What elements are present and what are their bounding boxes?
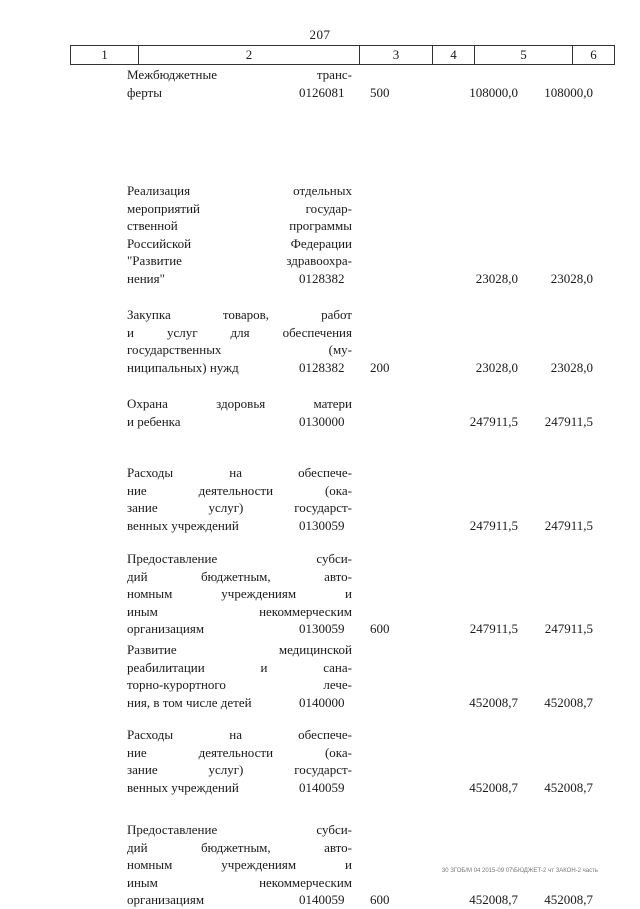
row-value-6: 247911,5	[544, 621, 593, 636]
row-name-line: венных учреждений	[127, 517, 239, 533]
header-col-6: 6	[590, 47, 597, 62]
row-value-5: 247911,5	[469, 621, 518, 636]
header-col-5: 5	[475, 46, 573, 64]
header-col-3: 3	[360, 46, 433, 64]
row-name-line: государственных (му-	[127, 342, 352, 357]
row-name-line: торно-курортного лече-	[127, 677, 352, 692]
footer-path: 30 ЗГОБ/М 04 2015-09 07\БЮДЖЕТ-2 чт ЗАКОН-2 часть	[441, 868, 598, 874]
row-name-line: организациям	[127, 621, 205, 636]
row-value-6: 247911,5	[544, 517, 593, 533]
row-name-line: Расходы на обеспече-	[127, 465, 352, 480]
row-name-line: Расходы на обеспече-	[127, 727, 352, 742]
row-code: 0130059	[299, 517, 345, 533]
row-name-line: Предоставление субси-	[127, 551, 352, 566]
row-value-6: 23028,0	[550, 359, 593, 375]
row-name-line: зание услуг) государст-	[127, 500, 352, 515]
header-col-4: 4	[433, 46, 475, 64]
row-name-line: номным учреждениям и	[127, 857, 352, 872]
row-name-line: номным учреждениям и	[127, 586, 352, 601]
row-type: 200	[370, 359, 390, 375]
row-name-line: ферты	[127, 84, 162, 100]
row-name-line: нения"	[127, 270, 165, 286]
row-name-line: ние деятельности (ока-	[127, 482, 352, 498]
row-name-line: Закупка товаров, работ	[127, 307, 352, 322]
row-name-line: Предоставление субси-	[127, 822, 352, 837]
row-value-6: 247911,5	[544, 413, 593, 429]
row-name-line: иным некоммерческим	[127, 874, 352, 890]
row-name-line: Реализация отдельных	[127, 183, 352, 198]
table-header	[70, 45, 615, 65]
header-col-1: 1	[71, 46, 139, 64]
row-value-5: 247911,5	[469, 517, 518, 533]
row-name-line: мероприятий государ-	[127, 200, 352, 216]
row-name-line: и услуг для обеспечения	[127, 324, 352, 340]
row-name-line: зание услуг) государст-	[127, 762, 352, 777]
row-name-line: и ребенка	[127, 413, 181, 429]
row-value-5: 23028,0	[475, 270, 518, 286]
row-value-5: 452008,7	[469, 892, 518, 907]
row-code: 0128382	[299, 270, 345, 286]
row-name-line: ния, в том числе детей	[127, 694, 252, 710]
row-value-5: 247911,5	[469, 413, 518, 429]
row-code: 0140059	[299, 779, 345, 795]
header-col-2: 2	[139, 46, 360, 64]
row-name-line: Российской Федерации	[127, 235, 352, 251]
row-code: 0130059	[299, 621, 345, 636]
row-name-line: дий бюджетным, авто-	[127, 568, 352, 584]
row-value-5: 452008,7	[469, 694, 518, 710]
row-value-5: 23028,0	[475, 359, 518, 375]
page-number: 207	[309, 27, 331, 42]
row-name-line: ниципальных) нужд	[127, 359, 239, 375]
row-name-line: иным некоммерческим	[127, 603, 352, 619]
row-value-5: 452008,7	[469, 779, 518, 795]
row-type: 600	[370, 621, 390, 636]
row-code: 0140059	[299, 892, 345, 907]
row-type: 500	[370, 84, 390, 100]
row-type: 600	[370, 892, 390, 907]
row-name-line: ственной программы	[127, 218, 352, 233]
row-name-line: организациям	[127, 892, 205, 907]
row-code: 0128382	[299, 359, 345, 375]
row-value-6: 108000,0	[544, 84, 593, 100]
row-name-line: венных учреждений	[127, 779, 239, 795]
row-name-line: Развитие медицинской	[127, 642, 352, 657]
row-name-line: "Развитие здравоохра-	[127, 253, 352, 268]
row-value-5: 108000,0	[469, 84, 518, 100]
row-name-line: Межбюджетные транс-	[127, 67, 352, 82]
row-name-line: дий бюджетным, авто-	[127, 839, 352, 855]
row-value-6: 452008,7	[544, 892, 593, 907]
row-value-6: 23028,0	[550, 270, 593, 286]
row-name-line: Охрана здоровья матери	[127, 396, 352, 411]
row-code: 0140000	[299, 694, 345, 710]
row-name-line: реабилитации и сана-	[127, 659, 352, 675]
row-code: 0130000	[299, 413, 345, 429]
row-name-line: ние деятельности (ока-	[127, 744, 352, 760]
row-code: 0126081	[299, 84, 345, 100]
row-value-6: 452008,7	[544, 694, 593, 710]
row-value-6: 452008,7	[544, 779, 593, 795]
